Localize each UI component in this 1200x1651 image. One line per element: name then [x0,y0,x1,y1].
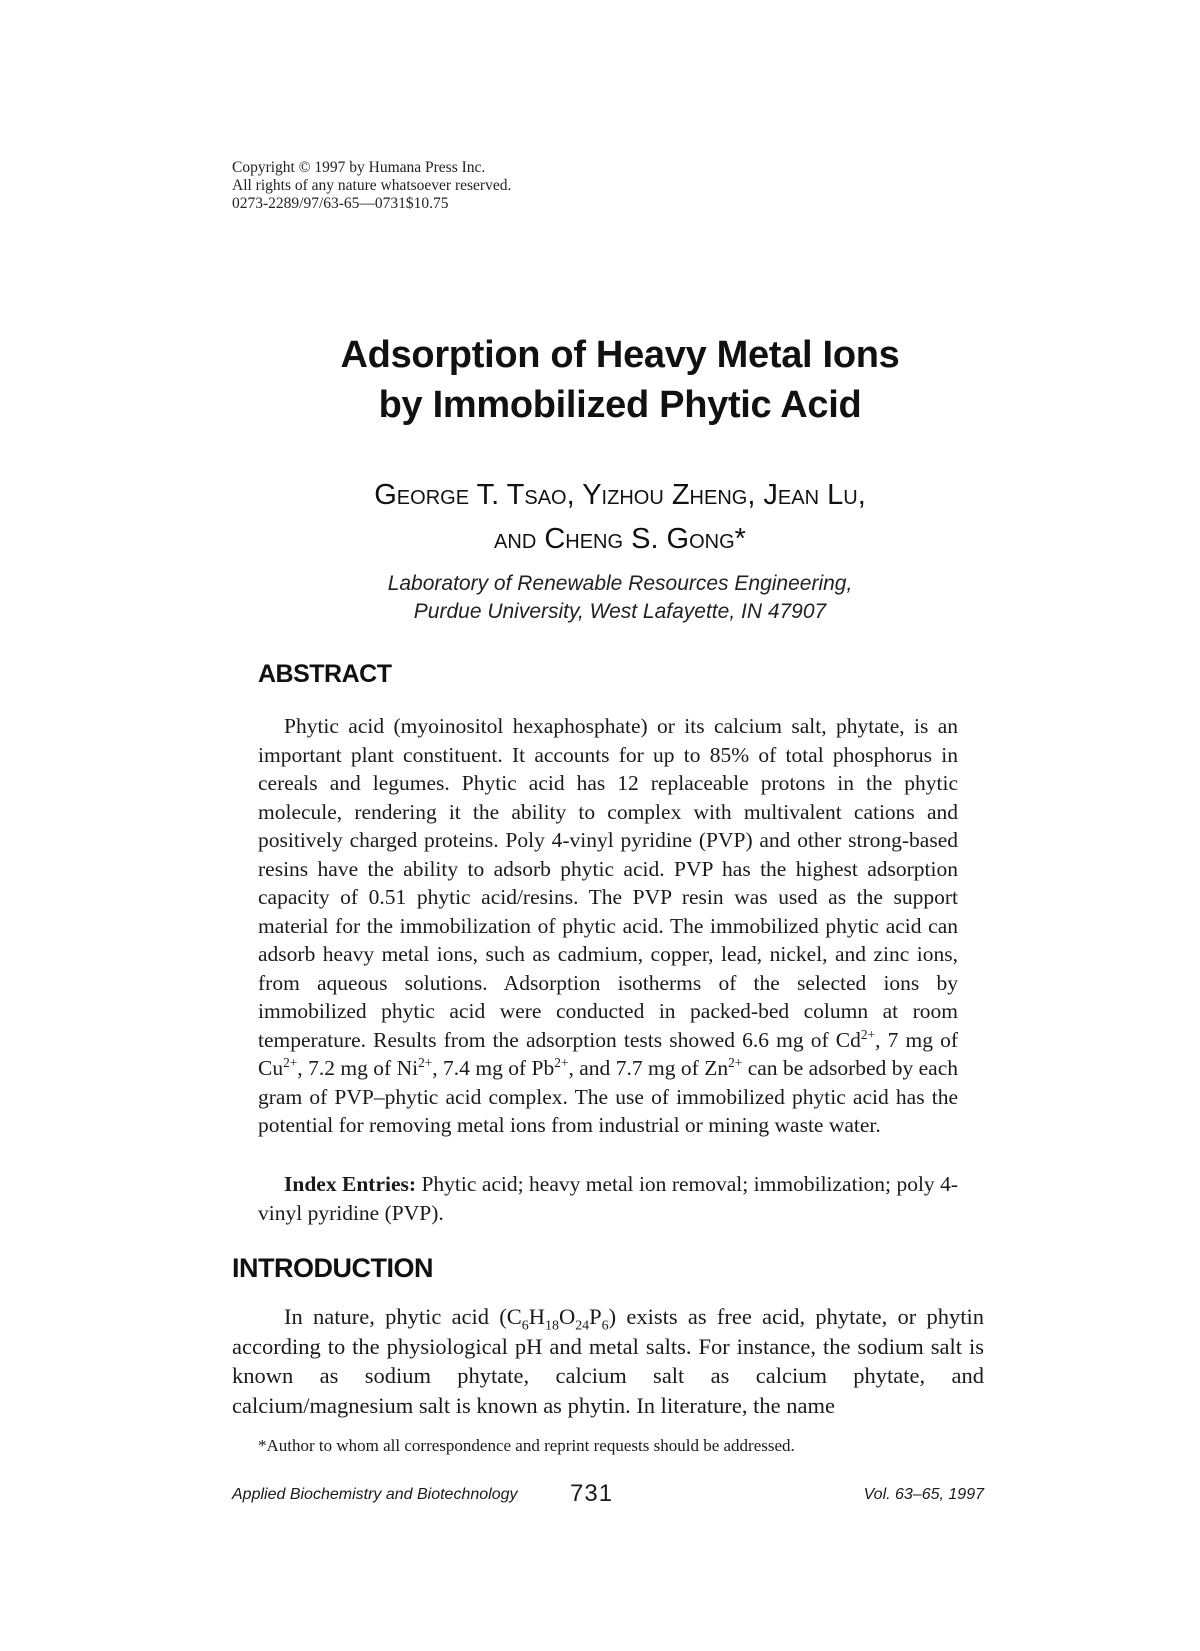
intro-text: In nature, phytic acid (C [284,1304,522,1329]
author-footnote: *Author to whom all correspondence and reprint requests should be addressed. [258,1436,795,1455]
introduction-body [232,1302,984,1420]
page-footer [232,1482,984,1512]
formula-element-h: H [528,1304,546,1329]
affiliation-line-1: Laboratory of Renewable Resources Engineering, [387,572,853,595]
issn-line: 0273-2289/97/63-65—0731$10.75 [232,195,449,212]
formula-subscript-c: 6 [521,1318,529,1334]
journal-name: Applied Biochemistry and Biotechnology [232,1486,518,1503]
index-entries-paragraph [258,1170,958,1227]
authors-line-1: George T. Tsao, Yizhou Zheng, Jean Lu, [374,479,866,511]
formula-element-p: P [589,1304,602,1329]
formula-subscript-p: 6 [601,1318,609,1334]
abstract-heading: ABSTRACT [258,660,392,688]
index-entries [258,1170,958,1227]
ni-charge: 2+ [418,1054,433,1070]
authors-line-2: and Cheng S. Gong* [494,523,746,555]
abstract-text: , and 7.7 mg of Zn [568,1056,729,1080]
rights-line: All rights of any nature whatsoever reserved. [232,177,512,194]
index-entries-label: Index Entries: [284,1172,417,1196]
author-list [200,473,1040,561]
cu-charge: 2+ [283,1054,298,1070]
volume-info: Vol. 63–65, 1997 [863,1486,984,1503]
intro-text: ) exists as free acid, phytate, or phytin according to the physiological pH and metal salts. For instance, the sodium salt is known as sodium phytate, calcium salt as calcium phytate, and calcium/magnesium salt is known as phytin. In literature, the name [232,1304,984,1418]
page-number: 731 [570,1480,614,1507]
introduction-heading: INTRODUCTION [232,1253,433,1283]
abstract-text: Phytic acid (myoinositol hexaphosphate) or its calcium salt, phytate, is an important plant constituent. It accounts for up to 85% of total phosphorus in cereals and legumes. Phytic acid has 12 replaceable protons in the phytic molecule, rendering it the ability to complex with multivalent cations and positively charged proteins. Poly 4-vinyl pyridine (PVP) and other strong-based resins have the ability to adsorb phytic acid. PVP has the highest adsorption capacity of 0.51 phytic acid/resins. The PVP resin was used as the support material for the immobilization of phytic acid. The immobilized phytic acid can adsorb heavy metal ions, such as cadmium, copper, lead, nickel, and zinc ions, from aqueous solutions. Adsorption isotherms of the selected ions by immobilized phytic acid were conducted in packed-bed column at room temperature. Results from the adsorption tests showed 6.6 mg of Cd [258,714,958,1052]
abstract-text: , 7 mg of Cu [258,1027,958,1080]
abstract-text: , 7.4 mg of Pb [432,1056,555,1080]
abstract-text: can be adsorbed by each gram of PVP–phytic acid complex. The use of immobilized phytic acid has the potential for removing metal ions from industrial or mining waste water. [258,1056,958,1137]
copyright-notice [232,159,511,213]
cd-charge: 2+ [860,1026,876,1042]
affiliation-line-2: Purdue University, West Lafayette, IN 47907 [413,600,827,623]
formula-subscript-o: 24 [575,1318,590,1334]
zn-charge: 2+ [728,1054,743,1070]
pb-charge: 2+ [554,1054,569,1070]
abstract-paragraph [258,712,958,1140]
abstract-body [258,712,958,1140]
article-title [200,330,1040,430]
introduction-paragraph [232,1302,984,1420]
formula-element-o: O [558,1304,576,1329]
copyright-line: Copyright © 1997 by Humana Press Inc. [232,159,486,176]
abstract-text: , 7.2 mg of Ni [297,1056,419,1080]
title-line-1: Adsorption of Heavy Metal Ions [340,334,900,376]
title-line-2: by Immobilized Phytic Acid [378,384,862,426]
affiliation [200,570,1040,626]
index-entries-text: Phytic acid; heavy metal ion removal; immobilization; poly 4-vinyl pyridine (PVP). [258,1172,958,1225]
formula-subscript-h: 18 [545,1318,559,1334]
